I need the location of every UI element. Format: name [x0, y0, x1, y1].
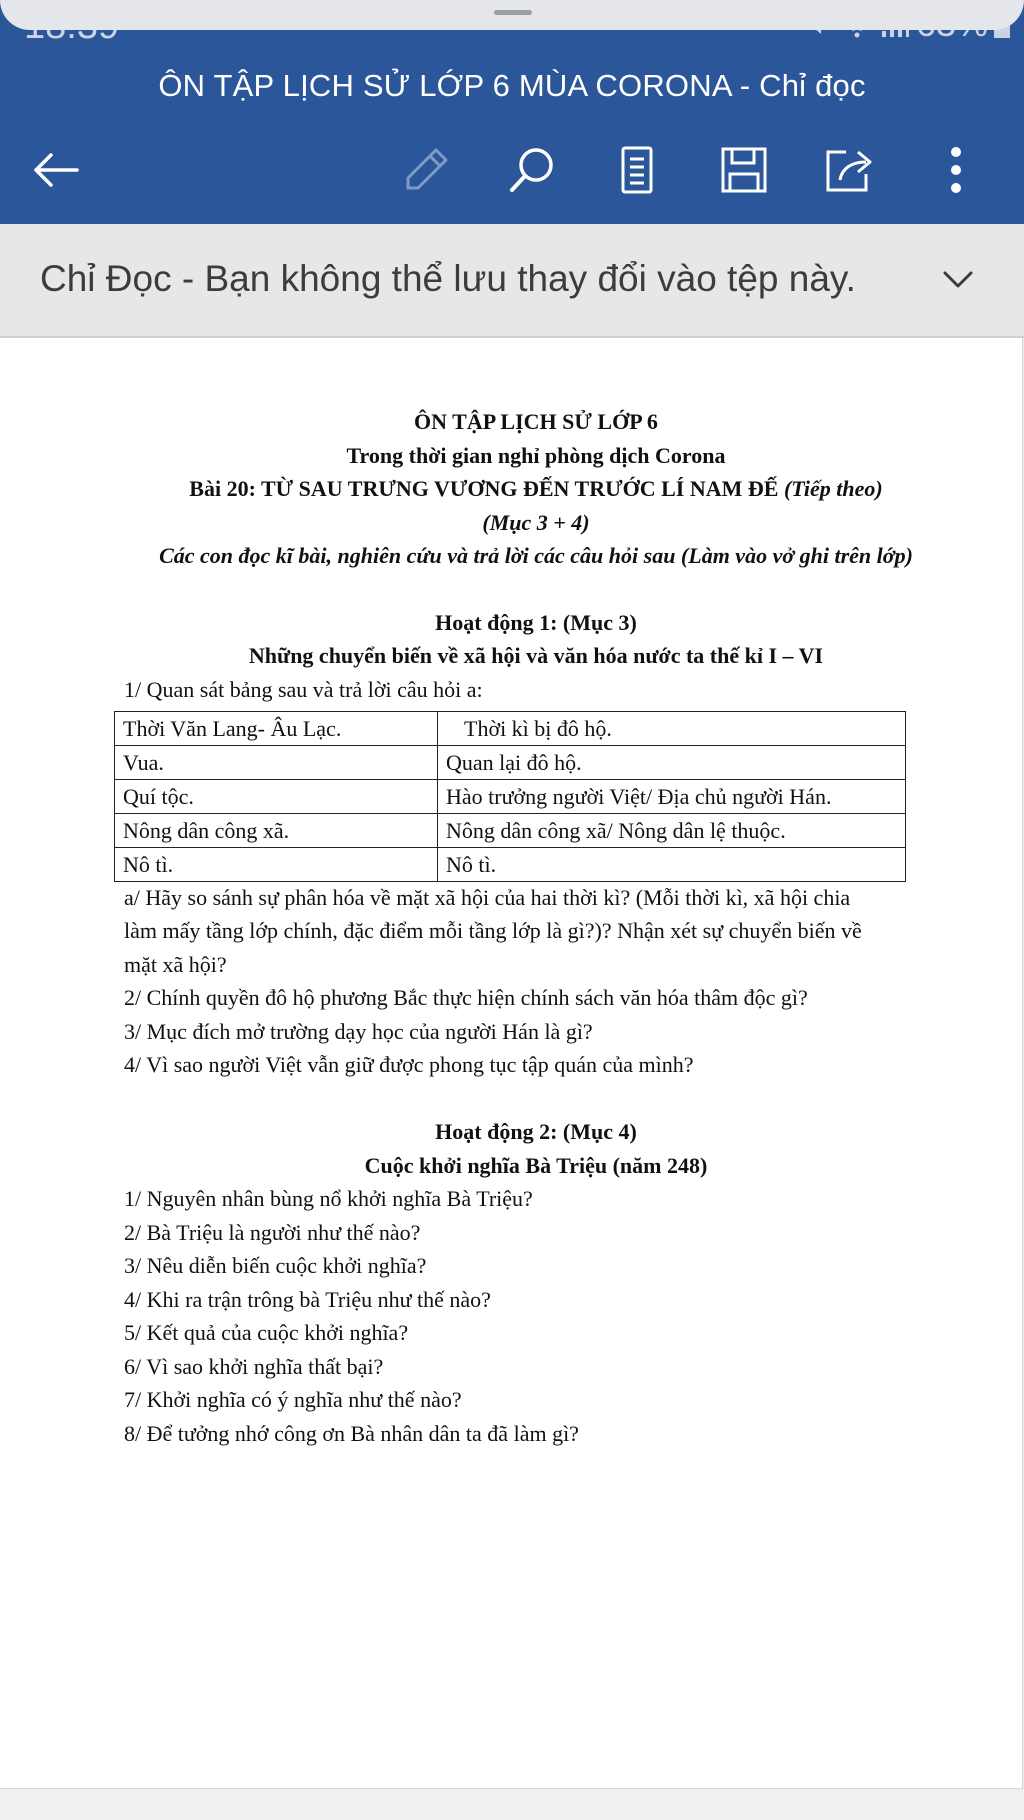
activity1-question: 2/ Chính quyền đô hộ phương Bắc thực hiện chính sách văn hóa thâm độc gì?: [124, 985, 808, 1010]
document-title: ÔN TẬP LỊCH SỬ LỚP 6 MÙA CORONA - Chỉ đọc: [158, 68, 866, 103]
pencil-icon: [402, 146, 450, 194]
question-a-line: làm mấy tầng lớp chính, đặc điểm mỗi tầng lớp là gì?)? Nhận xét sự chuyển biến về: [124, 918, 862, 943]
app-header: [0, 0, 1024, 224]
table-row: [115, 712, 906, 746]
edit-button[interactable]: [396, 140, 456, 200]
table-cell: Hào trưởng người Việt/ Địa chủ người Hán.: [438, 780, 906, 814]
back-button[interactable]: [26, 140, 86, 200]
activity2-question: 8/ Để tưởng nhớ công ơn Bà nhân dân ta đã làm gì?: [124, 1421, 579, 1446]
activity2-question: 1/ Nguyên nhân bùng nổ khởi nghĩa Bà Triệu?: [124, 1186, 533, 1211]
table-cell: Thời kì bị đô hộ.: [438, 712, 906, 746]
activity2-question: 2/ Bà Triệu là người như thế nào?: [124, 1220, 421, 1245]
activity1-subheading: Những chuyển biến về xã hội và văn hóa nước ta thế kỉ I – VI: [248, 643, 824, 668]
save-button[interactable]: [714, 140, 774, 200]
share-button[interactable]: [820, 140, 880, 200]
activity2-question: 7/ Khởi nghĩa có ý nghĩa như thế nào?: [124, 1387, 462, 1412]
table-cell: Nô tì.: [438, 848, 906, 882]
table-cell: Vua.: [115, 746, 438, 780]
reading-view-icon: [620, 145, 654, 195]
table-row: [115, 814, 906, 848]
reading-view-button[interactable]: [607, 140, 667, 200]
activity2-question: 6/ Vì sao khởi nghĩa thất bại?: [124, 1354, 384, 1379]
bottom-area: [0, 1789, 1024, 1820]
doc-subtitle: Trong thời gian nghỉ phòng dịch Corona: [346, 443, 726, 468]
comparison-table: [114, 711, 906, 882]
table-cell: Thời Văn Lang- Âu Lạc.: [115, 712, 438, 746]
question-a-line: a/ Hãy so sánh sự phân hóa về mặt xã hội của hai thời kì? (Mỗi thời kì, xã hội chia: [124, 885, 851, 910]
instruction: Các con đọc kĩ bài, nghiên cứu và trả lời các câu hỏi sau (Làm vào vở ghi trên lớp): [159, 543, 913, 568]
share-icon: [824, 146, 876, 194]
drag-handle[interactable]: [494, 10, 532, 15]
read-only-message: Chỉ Đọc - Bạn không thể lưu thay đổi vào tệp này.: [40, 258, 856, 299]
activity2-question: 3/ Nêu diễn biến cuộc khởi nghĩa?: [124, 1253, 427, 1278]
activity1-heading: Hoạt động 1: (Mục 3): [435, 610, 637, 635]
table-cell: Nô tì.: [115, 848, 438, 882]
activity2-heading: Hoạt động 2: (Mục 4): [435, 1119, 637, 1144]
activity1-intro: 1/ Quan sát bảng sau và trả lời câu hỏi a:: [124, 677, 483, 702]
table-row: [115, 780, 906, 814]
question-a-line: mặt xã hội?: [124, 952, 227, 977]
table-cell: Nông dân công xã.: [115, 814, 438, 848]
activity2-question: 4/ Khi ra trận trông bà Triệu như thế nào?: [124, 1287, 491, 1312]
lesson-suffix: (Tiếp theo): [783, 476, 883, 501]
search-icon: [507, 145, 557, 195]
activity2-subheading: Cuộc khởi nghĩa Bà Triệu (năm 248): [364, 1153, 708, 1178]
lesson-title: Bài 20: TỪ SAU TRƯNG VƯƠNG ĐẾN TRƯỚC LÍ NAM ĐẾ: [189, 476, 779, 501]
sheet-top: [0, 0, 1024, 30]
chevron-down-icon[interactable]: [940, 262, 976, 298]
search-button[interactable]: [502, 140, 562, 200]
save-icon: [720, 146, 768, 194]
table-row: [115, 746, 906, 780]
table-cell: Quan lại đô hộ.: [438, 746, 906, 780]
activity1-question: 3/ Mục đích mở trường dạy học của người Hán là gì?: [124, 1019, 593, 1044]
document-page[interactable]: [0, 338, 1023, 1789]
activity1-question: 4/ Vì sao người Việt vẫn giữ được phong tục tập quán của mình?: [124, 1052, 694, 1077]
table-cell: Quí tộc.: [115, 780, 438, 814]
activity2-question: 5/ Kết quả của cuộc khởi nghĩa?: [124, 1320, 409, 1345]
back-arrow-icon: [31, 150, 81, 190]
more-icon: [949, 146, 963, 194]
lesson-line: [0, 474, 1024, 504]
doc-heading: ÔN TẬP LỊCH SỬ LỚP 6: [414, 409, 658, 434]
more-options-button[interactable]: [926, 140, 986, 200]
read-only-banner: [0, 224, 1024, 338]
section-label: (Mục 3 + 4): [482, 510, 590, 535]
table-row: [115, 848, 906, 882]
table-cell: Nông dân công xã/ Nông dân lệ thuộc.: [438, 814, 906, 848]
